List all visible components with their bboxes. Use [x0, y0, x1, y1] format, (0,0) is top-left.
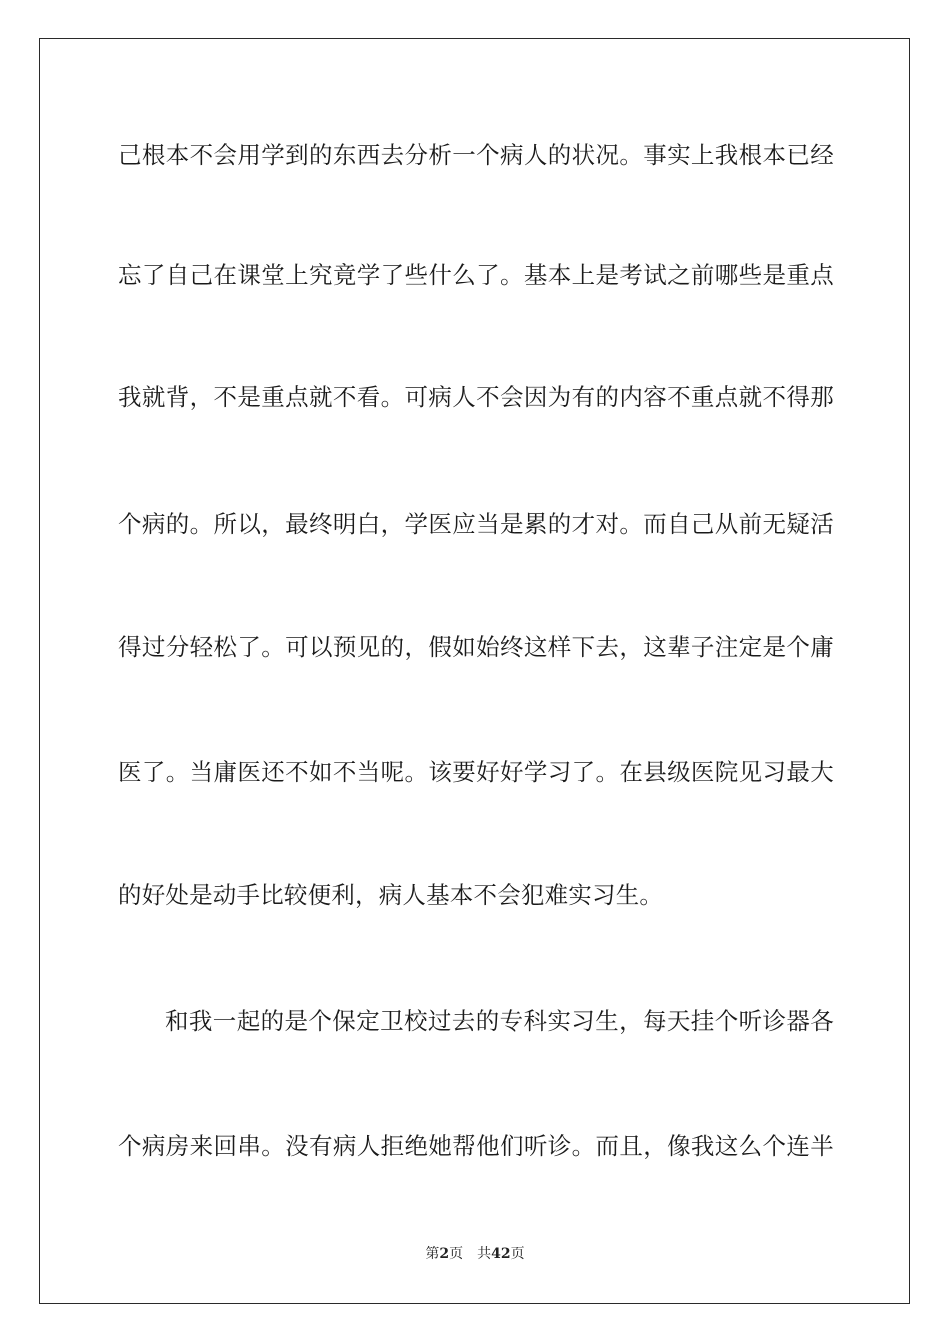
- total-suffix: 页: [510, 1246, 525, 1262]
- paragraph-line: 忘了自己在课堂上究竟学了些什么了。基本上是考试之前哪些是重点: [118, 261, 834, 289]
- page-border: [39, 38, 910, 1304]
- page-suffix: 页: [449, 1246, 464, 1262]
- paragraph-line: 得过分轻松了。可以预见的，假如始终这样下去，这辈子注定是个庸: [118, 633, 834, 661]
- paragraph-line-indented: 和我一起的是个保定卫校过去的专科实习生，每天挂个听诊器各: [165, 1007, 834, 1035]
- paragraph-line: 个病的。所以，最终明白，学医应当是累的才对。而自己从前无疑活: [118, 510, 834, 538]
- paragraph-line: 个病房来回串。没有病人拒绝她帮他们听诊。而且，像我这么个连半: [118, 1132, 834, 1160]
- total-prefix: 共: [477, 1246, 492, 1262]
- paragraph-line: 己根本不会用学到的东西去分析一个病人的状况。事实上我根本已经: [118, 141, 834, 169]
- total-pages: 42: [491, 1246, 511, 1262]
- page-footer: [0, 1245, 950, 1263]
- page-number: 2: [439, 1246, 450, 1262]
- paragraph-line: 医了。当庸医还不如不当呢。该要好好学习了。在县级医院见习最大: [118, 758, 834, 786]
- page-prefix: 第: [425, 1246, 440, 1262]
- paragraph-line: 我就背，不是重点就不看。可病人不会因为有的内容不重点就不得那: [118, 383, 834, 411]
- paragraph-line: 的好处是动手比较便利，病人基本不会犯难实习生。: [118, 881, 664, 909]
